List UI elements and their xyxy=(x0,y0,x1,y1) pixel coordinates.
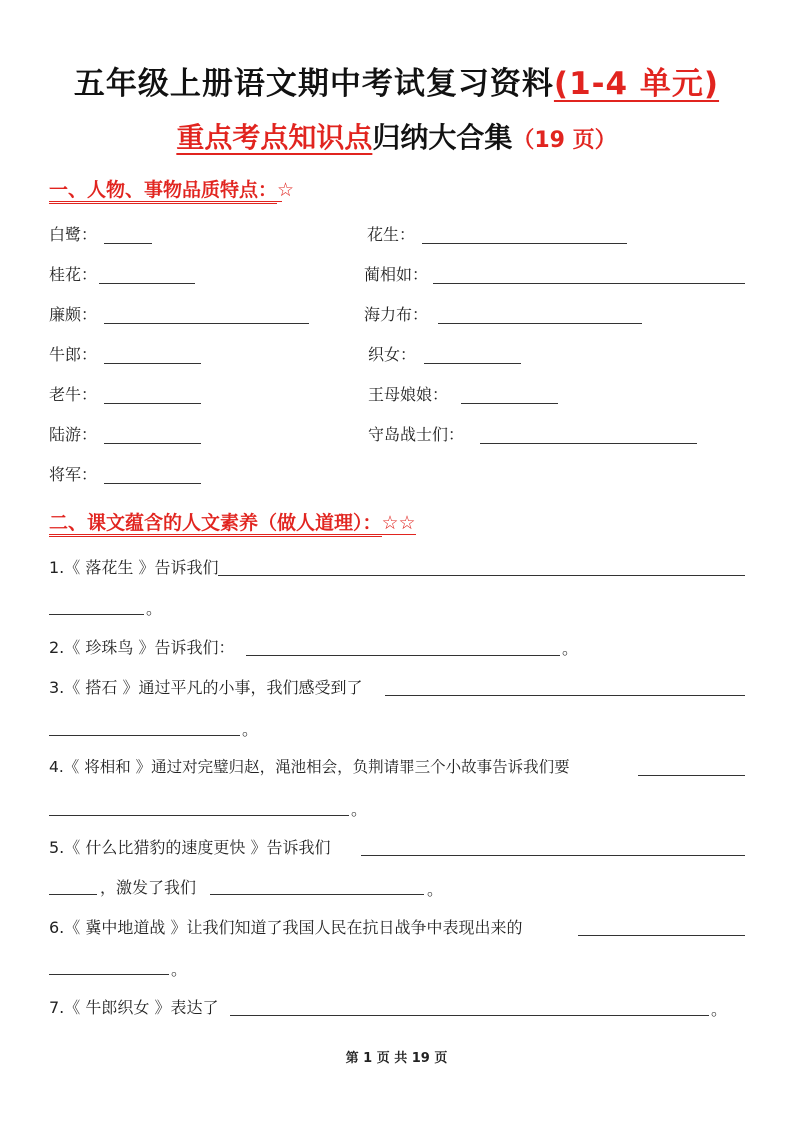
answer-blank[interactable] xyxy=(104,323,309,324)
question-7: 7.《 牛郎织女 》表达了 xyxy=(49,998,219,1017)
trait-label-hailibu: 海力布： xyxy=(364,305,429,324)
star-icon: ☆ xyxy=(277,179,295,201)
question-4-end: 。 xyxy=(351,800,368,819)
answer-blank[interactable] xyxy=(104,443,201,444)
question-3-end: 。 xyxy=(242,720,259,739)
question-3: 3.《 搭石 》通过平凡的小事，我们感受到了 xyxy=(49,678,363,697)
trait-label-huasheng: 花生： xyxy=(367,225,416,244)
answer-blank[interactable] xyxy=(433,283,745,284)
answer-blank[interactable] xyxy=(361,855,745,856)
title-main: 五年级上册语文期中考试复习资料 xyxy=(73,66,554,102)
answer-blank[interactable] xyxy=(104,483,201,484)
heading-underline xyxy=(49,534,416,535)
subtitle-text: 归纳大合集 xyxy=(372,121,513,154)
question-6-end: 。 xyxy=(171,960,188,979)
question-1: 1.《 落花生 》告诉我们 xyxy=(49,558,219,577)
answer-blank[interactable] xyxy=(424,363,521,364)
trait-label-laoniu: 老牛： xyxy=(49,385,98,404)
trait-label-jiangjun: 将军： xyxy=(49,465,98,484)
subtitle-highlight: 重点考点知识点 xyxy=(176,121,373,154)
title-unit-range: (1-4 单元) xyxy=(553,66,720,102)
trait-label-guihua: 桂花： xyxy=(49,265,98,284)
answer-blank[interactable] xyxy=(49,815,349,816)
star-icon: ☆☆ xyxy=(381,512,416,534)
answer-blank[interactable] xyxy=(246,655,560,656)
section-1-heading xyxy=(49,175,294,204)
trait-label-wangmuniangniang: 王母娘娘： xyxy=(368,385,449,404)
document-subtitle xyxy=(0,116,793,156)
trait-label-linxiangru: 蔺相如： xyxy=(364,265,429,284)
answer-blank[interactable] xyxy=(230,1015,709,1016)
answer-blank[interactable] xyxy=(438,323,642,324)
trait-label-shoudaozhanshi: 守岛战士们： xyxy=(368,425,465,444)
answer-blank[interactable] xyxy=(49,614,144,615)
answer-blank[interactable] xyxy=(49,894,97,895)
answer-blank[interactable] xyxy=(49,974,169,975)
answer-blank[interactable] xyxy=(578,935,745,936)
answer-blank[interactable] xyxy=(461,403,558,404)
section-1-title: 一、人物、事物品质特点： xyxy=(49,175,277,204)
page-footer: 第 1 页 共 19 页 xyxy=(345,1051,448,1066)
answer-blank[interactable] xyxy=(104,243,152,244)
section-2-heading xyxy=(49,508,416,537)
document-title xyxy=(0,58,793,103)
question-4: 4.《 将相和 》通过对完璧归赵，渑池相会，负荆请罪三个小故事告诉我们要 xyxy=(49,758,570,776)
trait-label-bailu: 白鹭： xyxy=(49,225,98,244)
question-6: 6.《 冀中地道战 》让我们知道了我国人民在抗日战争中表现出来的 xyxy=(49,918,523,937)
answer-blank[interactable] xyxy=(385,695,745,696)
question-5-mid: ，激发了我们 xyxy=(100,878,197,897)
heading-underline xyxy=(49,201,282,202)
subtitle-pages: （19 页） xyxy=(512,128,617,153)
question-2-end: 。 xyxy=(562,639,579,658)
trait-label-zhinv: 织女： xyxy=(368,345,417,364)
trait-label-niulang: 牛郎： xyxy=(49,345,98,364)
answer-blank[interactable] xyxy=(422,243,627,244)
question-1-end: 。 xyxy=(146,599,163,618)
trait-label-luyou: 陆游： xyxy=(49,425,98,444)
question-2: 2.《 珍珠鸟 》告诉我们： xyxy=(49,638,235,657)
answer-blank[interactable] xyxy=(49,735,240,736)
answer-blank[interactable] xyxy=(638,775,745,776)
question-7-end: 。 xyxy=(711,1000,728,1019)
answer-blank[interactable] xyxy=(210,894,424,895)
question-5-end: 。 xyxy=(427,880,444,899)
question-5: 5.《 什么比猎豹的速度更快 》告诉我们 xyxy=(49,838,331,857)
trait-label-lianpo: 廉颇： xyxy=(49,305,98,324)
section-2-title: 二、课文蕴含的人文素养（做人道理）： xyxy=(49,508,382,537)
answer-blank[interactable] xyxy=(218,575,745,576)
answer-blank[interactable] xyxy=(104,403,201,404)
answer-blank[interactable] xyxy=(104,363,201,364)
answer-blank[interactable] xyxy=(99,283,195,284)
answer-blank[interactable] xyxy=(480,443,697,444)
